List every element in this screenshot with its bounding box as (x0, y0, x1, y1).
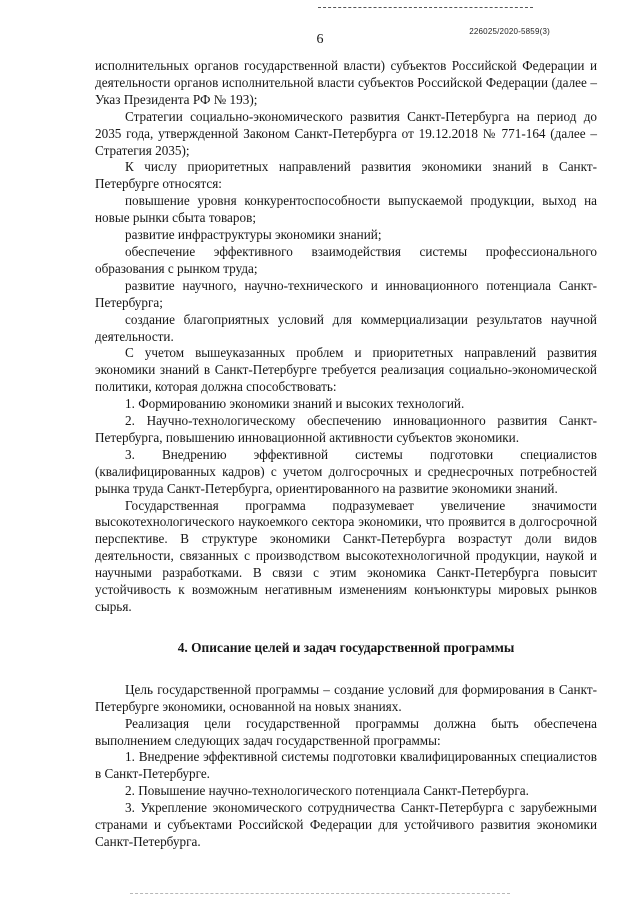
paragraph: С учетом вышеуказанных проблем и приоритетных направлений развития экономики знаний в Санкт-Петербурге требуется реализация социально-экономической политики, которая должна способствовать: (95, 345, 597, 395)
list-item: развитие научного, научно-технического и инновационного потенциала Санкт-Петербурга; (95, 277, 597, 310)
list-item: 2. Повышение научно-технологического потенциала Санкт-Петербурга. (125, 783, 529, 799)
top-scan-rule (318, 7, 533, 8)
list-item: повышение уровня конкурентоспособности выпускаемой продукции, выход на новые рынки сбыта товаров; (95, 193, 597, 226)
list-item: 1. Формированию экономики знаний и высоких технологий. (125, 396, 465, 412)
bottom-scan-marks (130, 893, 510, 894)
document-body (95, 58, 597, 851)
document-number: 226025/2020-5859(3) (469, 27, 550, 36)
list-item: создание благоприятных условий для коммерциализации результатов научной деятельности. (95, 311, 597, 344)
paragraph: К числу приоритетных направлений развития экономики знаний в Санкт-Петербурге относятся: (95, 159, 597, 192)
paragraph: исполнительных органов государственной власти) субъектов Российской Федерации и деятельности органов исполнительной власти субъектов Российской Федерации (далее – Указ Президента РФ № 193); (95, 58, 597, 107)
list-item: 3. Внедрению эффективной системы подготовки специалистов (квалифицированных кадров) с учетом долгосрочных и среднесрочных потребностей рынка труда Санкт-Петербурга, ориентированного на развитие экономики знаний. (95, 446, 597, 496)
list-item: 2. Научно-технологическому обеспечению инновационного развития Санкт-Петербурга, повышению инновационной активности субъектов экономики. (95, 413, 597, 445)
paragraph: Стратегии социально-экономического развития Санкт-Петербурга на период до 2035 года, утвержденной Законом Санкт-Петербурга от 19.12.2018 № 771-164 (далее – Стратегия 2035); (95, 108, 597, 158)
page-number: 6 (316, 32, 324, 47)
list-item: развитие инфраструктуры экономики знаний; (125, 227, 382, 243)
section-heading: 4. Описание целей и задач государственной программы (177, 639, 515, 655)
list-item: 3. Укрепление экономического сотрудничества Санкт-Петербурга с зарубежными странами и субъектами Российской Федерации для устойчивого развития экономики Санкт-Петербурга. (95, 800, 597, 849)
paragraph: Цель государственной программы – создание условий для формирования в Санкт-Петербурге экономики, основанной на новых знаниях. (95, 681, 597, 714)
list-item: обеспечение эффективного взаимодействия системы профессионального образования с рынком труда; (95, 243, 597, 276)
list-item: 1. Внедрение эффективной системы подготовки квалифицированных специалистов в Санкт-Петербурге. (95, 749, 597, 782)
paragraph: Государственная программа подразумевает увеличение значимости высокотехнологического наукоемкого сектора экономики, что проявится в долгосрочной перспективе. В структуре экономики Санкт-Петербурга возрастут доли видов деятельности, связанных с производством высокотехнологичной продукции, наукой и научными разработками. В связи с этим экономика Санкт-Петербурга повысит устойчивость к возможным негативным изменениям конъюнктуры мировых рынков сырья. (95, 497, 597, 614)
paragraph: Реализация цели государственной программы должна быть обеспечена выполнением следующих задач государственной программы: (95, 715, 597, 748)
